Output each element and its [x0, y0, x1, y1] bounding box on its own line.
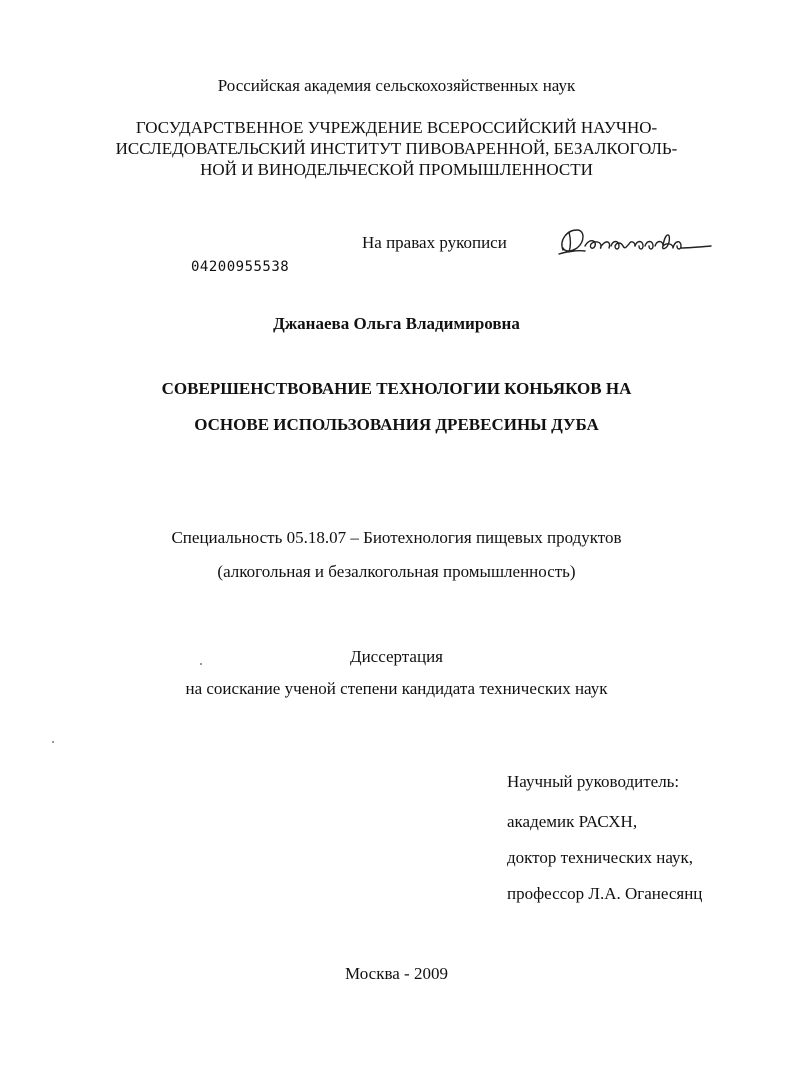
- place-and-year: Москва - 2009: [345, 964, 448, 983]
- document-code: 04200955538: [191, 259, 290, 275]
- academy-name: Российская академия сельскохозяйственных наук: [217, 76, 576, 95]
- handwritten-signature: [555, 218, 715, 264]
- adviser-heading: Научный руководитель:: [507, 772, 680, 791]
- specialty: [0, 521, 793, 589]
- scan-speck: [200, 663, 202, 665]
- institute-line: НОЙ И ВИНОДЕЛЬЧЕСКОЙ ПРОМЫШЛЕННОСТИ: [200, 160, 593, 179]
- title-line: ОСНОВЕ ИСПОЛЬЗОВАНИЯ ДРЕВЕСИНЫ ДУБА: [194, 415, 599, 434]
- adviser-line: академик РАСХН,: [507, 812, 638, 831]
- scientific-adviser: [507, 764, 702, 912]
- adviser-line: доктор технических наук,: [507, 848, 694, 867]
- institute-name: [0, 117, 793, 180]
- institute-line: ГОСУДАРСТВЕННОЕ УЧРЕЖДЕНИЕ ВСЕРОССИЙСКИЙ НАУЧНО-: [135, 118, 658, 137]
- manuscript-rights: На правах рукописи: [362, 233, 507, 252]
- dissertation-title: [0, 371, 793, 443]
- institute-line: ИССЛЕДОВАТЕЛЬСКИЙ ИНСТИТУТ ПИВОВАРЕННОЙ, БЕЗАЛКОГОЛЬ-: [115, 139, 678, 158]
- dissertation-type: [0, 641, 793, 705]
- title-line: СОВЕРШЕНСТВОВАНИЕ ТЕХНОЛОГИИ КОНЬЯКОВ НА: [161, 379, 632, 398]
- specialty-line: Специальность 05.18.07 – Биотехнология пищевых продуктов: [171, 528, 622, 547]
- dissertation-purpose: на соискание ученой степени кандидата технических наук: [185, 679, 608, 698]
- adviser-line: профессор Л.А. Оганесянц: [507, 884, 703, 903]
- author-name: Джанаева Ольга Владимировна: [273, 314, 520, 333]
- dissertation-label: Диссертация: [349, 647, 443, 666]
- scan-speck: [52, 741, 54, 743]
- specialty-line: (алкогольная и безалкогольная промышленность): [217, 562, 576, 581]
